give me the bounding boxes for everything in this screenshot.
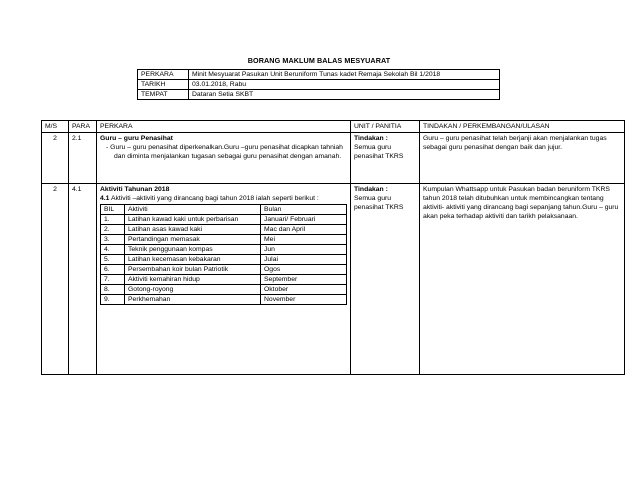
- activity-bil: 8.: [101, 285, 125, 295]
- cell-para: 2.1: [69, 133, 97, 184]
- cell-perkara: [97, 133, 351, 184]
- activity-name: Gotong-royong: [125, 285, 261, 295]
- activity-bil: 2.: [101, 225, 125, 235]
- activity-name: Persembahan koir bulan Patriotik: [125, 265, 261, 275]
- cell-para: 4.1: [69, 184, 97, 375]
- info-row-perkara: [138, 70, 500, 80]
- info-label: TEMPAT: [138, 90, 189, 100]
- cell-ms: 2: [42, 133, 69, 184]
- activity-bil: 9.: [101, 295, 125, 305]
- activity-name: Latihan kecemasan kebakaran: [125, 255, 261, 265]
- activity-row: [101, 235, 347, 245]
- table-row: [42, 133, 625, 184]
- activity-bil: 6.: [101, 265, 125, 275]
- cell-perkara: [97, 184, 351, 375]
- activity-name: Latihan kawad kaki untuk perbarisan: [125, 215, 261, 225]
- activity-row: [101, 275, 347, 285]
- form-title: BORANG MAKLUM BALAS MESYUARAT: [247, 56, 391, 65]
- col-tindakan: TINDAKAN / PERKEMBANGAN/ULASAN: [420, 121, 625, 133]
- activity-month: Januari/ Februari: [261, 215, 347, 225]
- cell-tindakan: Guru – guru penasihat telah berjanji akan menjalankan tugas sebagai guru penasihat dengan baik dan jujur.: [420, 133, 625, 184]
- meeting-info-table: [137, 69, 500, 100]
- info-value: 03.01.2018, Rabu: [189, 80, 500, 90]
- activity-row: [101, 245, 347, 255]
- minutes-table: [41, 120, 625, 375]
- activity-row: [101, 225, 347, 235]
- activity-month: Ogos: [261, 265, 347, 275]
- activity-row: [101, 255, 347, 265]
- table-row: [42, 184, 625, 375]
- item-heading: Aktiviti Tahunan 2018: [100, 186, 170, 193]
- unit-value: Semua guru penasihat TKRS: [354, 195, 404, 211]
- activity-bil: 5.: [101, 255, 125, 265]
- cell-tindakan: Kumpulan Whattsapp untuk Pasukan badan beruniform TKRS tahun 2018 telah ditubuhkan untuk membincangkan tentang aktiviti- aktiviti yang dirancang bagi sepanjang tahun.Guru – guru akan peka terhadap aktiviti dan tarikh pelaksanaan.: [420, 184, 625, 375]
- col-unit: UNIT / PANITIA: [351, 121, 420, 133]
- unit-label: Tindakan :: [354, 135, 388, 142]
- col-ms: M/S: [42, 121, 69, 133]
- activity-bil: 4.: [101, 245, 125, 255]
- info-row-tarikh: [138, 80, 500, 90]
- table-header-row: [42, 121, 625, 133]
- info-row-tempat: [138, 90, 500, 100]
- activity-month: Jun: [261, 245, 347, 255]
- activity-row: [101, 285, 347, 295]
- activity-col-bulan: Bulan: [261, 205, 347, 215]
- activity-row: [101, 215, 347, 225]
- unit-label: Tindakan :: [354, 186, 388, 193]
- unit-value: Semua guru penasihat TKRS: [354, 144, 404, 160]
- activity-month: Mac dan April: [261, 225, 347, 235]
- cell-unit: [351, 184, 420, 375]
- info-value: Minit Mesyuarat Pasukan Unit Beruniform Tunas kadet Remaja Sekolah Bil 1/2018: [189, 70, 500, 80]
- cell-ms: 2: [42, 184, 69, 375]
- activity-row: [101, 265, 347, 275]
- activity-name: Aktiviti kemahiran hidup: [125, 275, 261, 285]
- activity-row: [101, 295, 347, 305]
- activity-month: Julai: [261, 255, 347, 265]
- info-label: PERKARA: [138, 70, 189, 80]
- activity-name: Perkhemahan: [125, 295, 261, 305]
- activity-table: [100, 204, 347, 305]
- item-body-line: [100, 194, 347, 203]
- activity-bil: 7.: [101, 275, 125, 285]
- col-perkara: PERKARA: [97, 121, 351, 133]
- activity-month: Oktober: [261, 285, 347, 295]
- info-label: TARIKH: [138, 80, 189, 90]
- activity-month: September: [261, 275, 347, 285]
- activity-bil: 1.: [101, 215, 125, 225]
- activity-name: Pertandingan memasak: [125, 235, 261, 245]
- item-subnum: 4.1: [100, 195, 110, 202]
- info-value: Dataran Setia SKBT: [189, 90, 500, 100]
- activity-name: Latihan asas kawad kaki: [125, 225, 261, 235]
- activity-bil: 3.: [101, 235, 125, 245]
- cell-unit: [351, 133, 420, 184]
- activity-header-row: [101, 205, 347, 215]
- item-body: - Guru – guru penasihat diperkenalkan.Guru –guru penasihat dicapkan tahniah dan diminta menjalankan tugasan sebagai guru penasihat dengan amanah.: [106, 144, 343, 160]
- activity-month: November: [261, 295, 347, 305]
- activity-col-bil: BIL: [101, 205, 125, 215]
- item-body: Aktiviti –aktiviti yang dirancang bagi tahun 2018 ialah seperti berikut :: [110, 195, 319, 202]
- activity-month: Mei: [261, 235, 347, 245]
- item-heading: Guru – guru Penasihat: [100, 135, 173, 142]
- activity-name: Teknik penggunaan kompas: [125, 245, 261, 255]
- activity-col-aktiviti: Aktiviti: [125, 205, 261, 215]
- col-para: PARA: [69, 121, 97, 133]
